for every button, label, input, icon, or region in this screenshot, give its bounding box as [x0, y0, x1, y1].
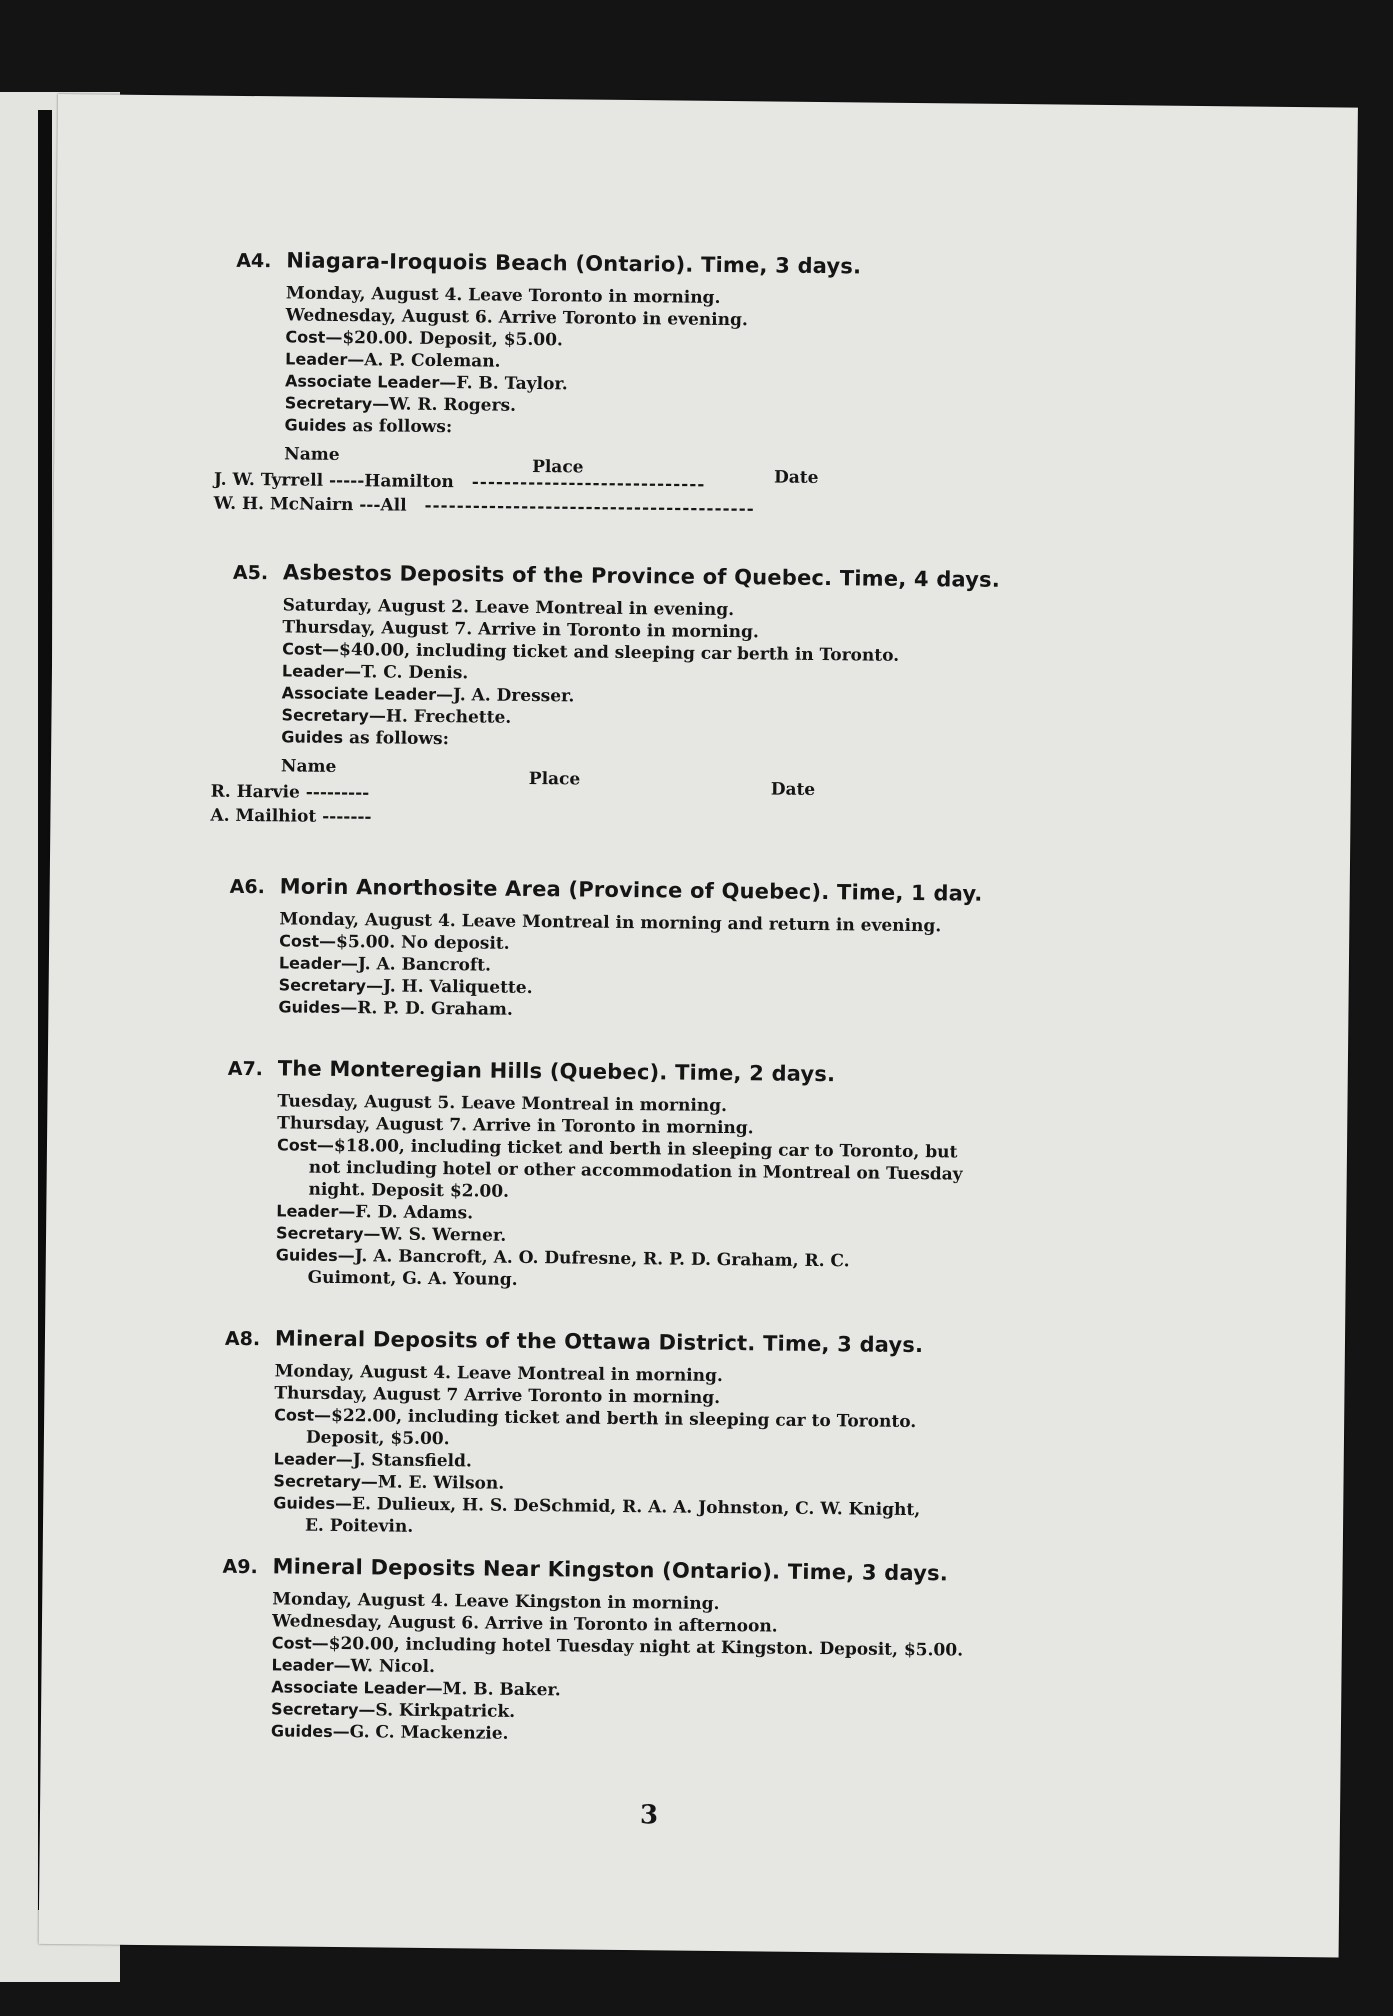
field-text: Monday, August 4. Leave Kingston in morning.	[272, 1589, 720, 1615]
field-text: Wednesday, August 6. Arrive Toronto in evening.	[285, 305, 748, 331]
field-label: Cost	[282, 639, 323, 659]
field-text: Monday, August 4. Leave Montreal in morning.	[274, 1361, 723, 1387]
column-place-header: Place	[528, 768, 581, 790]
entry-lines	[276, 1090, 1278, 1298]
entry-title: Mineral Deposits Near Kingston (Ontario). Time, 3 days.	[272, 1554, 949, 1586]
field-text: —F. B. Taylor.	[439, 373, 568, 395]
field-text: —G. C. Mackenzie.	[332, 1721, 509, 1744]
field-text: Thursday, August 7 Arrive Toronto in morning.	[274, 1383, 721, 1409]
field-label: Secretary	[278, 975, 367, 996]
column-name-header: Name	[280, 756, 337, 777]
field-text: —$20.00, including hotel Tuesday night at Kingston. Deposit, $5.00.	[311, 1633, 964, 1661]
column-place-header: Place	[532, 456, 584, 478]
field-label: Leader	[276, 1201, 339, 1221]
field-label: Guides	[273, 1493, 336, 1513]
field-text: —J. H. Valiquette.	[365, 976, 533, 999]
page-number: 3	[639, 1800, 659, 1831]
field-label: Associate Leader	[281, 683, 437, 704]
field-text: Monday, August 4. Leave Toronto in morning.	[285, 283, 721, 308]
field-text: —R. P. D. Graham.	[340, 998, 513, 1020]
field-text: —$5.00. No deposit.	[318, 931, 510, 954]
date-blank: -----------------------------------------	[424, 495, 755, 520]
field-label: Guides	[284, 415, 347, 436]
field-text: —W. R. Rogers.	[372, 394, 517, 416]
field-text: —W. Nicol.	[333, 1655, 436, 1678]
guide-name: R. Harvie ---------	[210, 781, 370, 804]
entry-code: A5.	[232, 561, 269, 585]
guide-row	[210, 806, 371, 828]
field-label: Leader	[285, 349, 348, 370]
excursion-entry	[210, 560, 1283, 858]
entry-lines	[271, 1588, 1273, 1752]
field-text: Monday, August 4. Leave Montreal in morning and return in evening.	[279, 909, 942, 937]
entry-title: The Monteregian Hills (Quebec). Time, 2 days.	[277, 1056, 836, 1087]
field-label: Cost	[285, 327, 326, 347]
field-label: Associate Leader	[284, 371, 440, 393]
guide-name: W. H. McNairn ---	[213, 493, 381, 516]
guides-table	[210, 756, 1281, 858]
field-text: —T. C. Denis.	[343, 662, 469, 684]
field-text: not including hotel or other accommodation in Montreal on Tuesday	[308, 1157, 963, 1185]
field-text: —F. D. Adams.	[338, 1201, 474, 1224]
guide-place: Hamilton	[364, 471, 454, 493]
field-text: Wednesday, August 6. Arrive in Toronto in afternoon.	[271, 1611, 778, 1637]
field-text: Deposit, $5.00.	[305, 1427, 450, 1450]
field-text: as follows:	[346, 416, 453, 438]
field-label: Leader	[271, 1655, 334, 1675]
column-name-header: Name	[284, 444, 340, 465]
entry-code: A9.	[222, 1555, 258, 1579]
field-text: Thursday, August 7. Arrive in Toronto in morning.	[282, 617, 759, 643]
field-text: —M. B. Baker.	[425, 1678, 561, 1701]
excursion-entry	[222, 1554, 1273, 1752]
field-label: Cost	[274, 1405, 315, 1425]
field-label: Associate Leader	[271, 1677, 426, 1698]
guide-place: All	[380, 495, 407, 516]
field-text: —J. A. Bancroft, A. O. Dufresne, R. P. D. Graham, R. C.	[337, 1245, 850, 1272]
entry-code: A8.	[224, 1327, 261, 1351]
entry-title: Niagara-Iroquois Beach (Ontario). Time, 3 days.	[286, 248, 862, 279]
field-text: —J. Stansfield.	[335, 1449, 472, 1472]
excursion-entry	[229, 874, 1279, 1028]
field-text: —W. S. Werner.	[363, 1224, 507, 1246]
field-label: Cost	[271, 1633, 312, 1653]
field-text: —S. Kirkpatrick.	[358, 1700, 516, 1722]
guide-name: J. W. Tyrrell -----	[213, 469, 365, 492]
field-text: —$20.00. Deposit, $5.00.	[325, 327, 564, 351]
field-text: —$40.00, including ticket and sleeping car berth in Toronto.	[321, 639, 900, 666]
excursion-entry	[224, 1326, 1275, 1546]
column-date-header: Date	[773, 467, 819, 488]
guides-table	[213, 444, 1284, 546]
guide-row	[214, 470, 706, 495]
field-text: —J. A. Dresser.	[435, 684, 575, 707]
field-label: Secretary	[273, 1471, 361, 1492]
field-label: Guides	[281, 727, 344, 748]
field-text: —H. Frechette.	[368, 706, 512, 728]
field-text: Saturday, August 2. Leave Montreal in evening.	[282, 595, 735, 621]
excursion-entry	[227, 1056, 1278, 1298]
entry-lines	[284, 282, 1286, 446]
column-date-header: Date	[770, 779, 816, 800]
field-label: Leader	[281, 661, 345, 682]
field-text: Guimont, G. A. Young.	[307, 1267, 518, 1290]
field-text: as follows:	[343, 728, 450, 750]
guide-name: A. Mailhiot -------	[210, 805, 372, 828]
field-label: Secretary	[281, 705, 369, 726]
field-label: Guides	[270, 1721, 333, 1741]
field-label: Guides	[275, 1245, 338, 1265]
field-text: night. Deposit $2.00.	[308, 1179, 510, 1202]
entry-title: Mineral Deposits of the Ottawa District. Time, 3 days.	[274, 1326, 924, 1358]
field-label: Leader	[278, 953, 342, 974]
entry-lines	[273, 1360, 1275, 1546]
excursion-entry	[213, 248, 1286, 546]
entry-lines	[281, 594, 1283, 758]
entry-code: A7.	[227, 1057, 264, 1081]
entry-code: A6.	[229, 875, 265, 899]
document-page	[39, 94, 1358, 1958]
field-text: E. Poitevin.	[304, 1515, 414, 1537]
field-text: —J. A. Bancroft.	[340, 954, 492, 976]
guide-row	[214, 494, 755, 520]
field-label: Secretary	[271, 1699, 359, 1720]
field-label: Secretary	[275, 1223, 364, 1244]
entry-title: Morin Anorthosite Area (Province of Quebec). Time, 1 day.	[279, 874, 983, 906]
field-label: Cost	[279, 931, 320, 951]
field-text: —$22.00, including ticket and berth in sleeping car to Toronto.	[313, 1405, 917, 1433]
field-label: Leader	[273, 1449, 336, 1469]
field-label: Guides	[278, 997, 341, 1018]
field-text: —M. E. Wilson.	[360, 1472, 505, 1494]
field-label: Secretary	[284, 393, 373, 414]
entry-code: A4.	[236, 249, 272, 273]
field-text: —E. Dulieux, H. S. DeSchmid, R. A. A. Johnston, C. W. Knight,	[334, 1493, 921, 1521]
entry-title: Asbestos Deposits of the Province of Quebec. Time, 4 days.	[282, 560, 1001, 592]
field-text: Thursday, August 7. Arrive in Toronto in morning.	[277, 1113, 754, 1139]
entry-lines	[278, 908, 1279, 1028]
field-text: —$18.00, including ticket and berth in sleeping car to Toronto, but	[316, 1135, 958, 1163]
field-label: Cost	[276, 1135, 318, 1155]
field-text: Tuesday, August 5. Leave Montreal in morning.	[277, 1091, 728, 1117]
guide-row	[211, 782, 370, 804]
field-text: —A. P. Coleman.	[347, 350, 501, 372]
date-blank: -----------------------------	[471, 472, 706, 495]
